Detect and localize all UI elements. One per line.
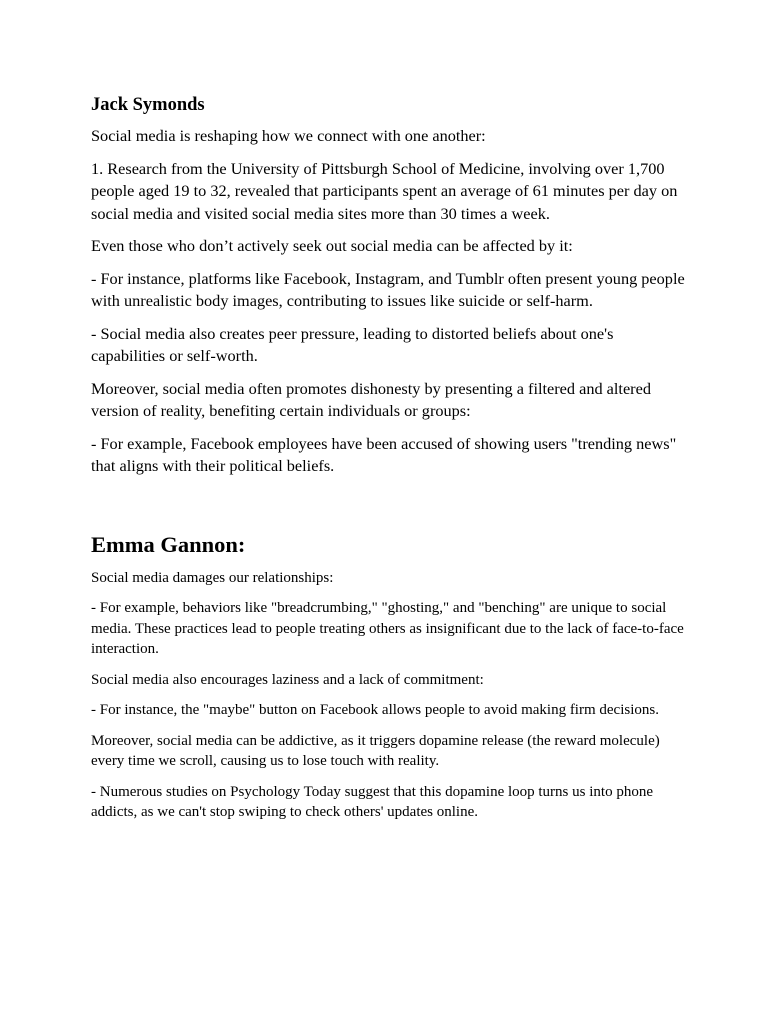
paragraph: Moreover, social media can be addictive, as it triggers dopamine release (the reward molecule) every time we scroll, causing us to lose touch with reality. [91,732,660,769]
paragraph: Even those who don’t actively seek out social media can be affected by it: [91,236,573,255]
paragraph: 1. Research from the University of Pittsburgh School of Medicine, involving over 1,700 people aged 19 to 32, revealed that participants spent an average of 61 minutes per day on social media and visited social media sites more than 30 times a week. [91,158,678,223]
section-heading: Emma Gannon: [91,531,246,557]
paragraph: - Numerous studies on Psychology Today suggest that this dopamine loop turns us into phone addicts, as we can't stop swiping to check others' updates online. [91,783,653,820]
paragraph: - Social media also creates peer pressure, leading to distorted beliefs about one's capabilities or self-worth. [91,323,614,365]
document-body [91,92,691,833]
paragraph: Moreover, social media often promotes dishonesty by presenting a filtered and altered version of reality, benefiting certain individuals or groups: [91,378,651,420]
paragraph: Social media damages our relationships: [91,569,334,586]
paragraph: - For example, Facebook employees have been accused of showing users "trending news" that aligns with their political beliefs. [91,433,677,475]
section-heading: Jack Symonds [91,95,205,115]
section-jack-symonds [91,92,691,478]
section-emma-gannon [91,530,691,823]
paragraph: - For instance, platforms like Facebook, Instagram, and Tumblr often present young people with unrealistic body images, contributing to issues like suicide or self-harm. [91,268,685,310]
paragraph: - For instance, the "maybe" button on Facebook allows people to avoid making firm decisions. [91,702,659,718]
paragraph: Social media also encourages laziness and a lack of commitment: [91,671,484,688]
paragraph: - For example, behaviors like "breadcrumbing," "ghosting," and "benching" are unique to social media. These practices lead to people treating others as insignificant due to the lack of face-to-face interaction. [91,600,684,657]
paragraph: Social media is reshaping how we connect with one another: [91,126,486,145]
